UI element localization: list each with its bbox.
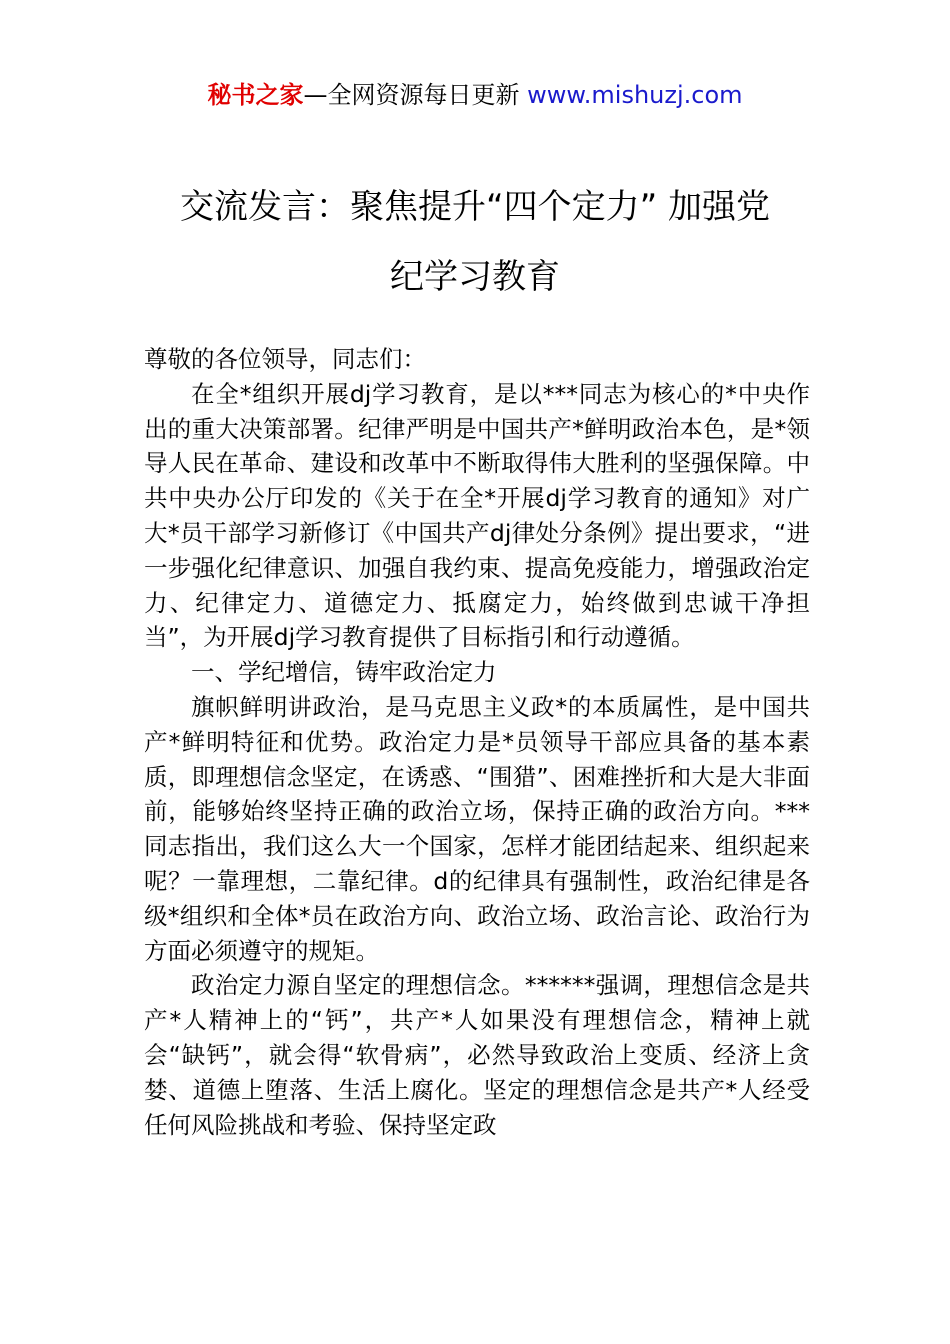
site-url-link[interactable]: www.mishuzj.com [527, 81, 743, 109]
title-line-2: 纪学习教育 [390, 257, 560, 297]
title-line-1: 交流发言：聚焦提升“四个定力” 加强党 [179, 187, 771, 227]
paragraph-1: 在全*组织开展dj学习教育，是以***同志为核心的*中央作出的重大决策部署。纪律严明是中国共产*鲜明政治本色，是*领导人民在革命、建设和改革中不断取得伟大胜利的坚强保障。中共中央办公厅印发的《关于在全*开展dj学习教育的通知》对广大*员干部学习新修订《中国共产dj律处分条例》提出要求，“进一步强化纪律意识、加强自我约束、提高免疫能力，增强政治定力、纪律定力、道德定力、抵腐定力，始终做到忠诚干净担当”，为开展dj学习教育提供了目标指引和行动遵循。 [144, 379, 810, 652]
document-title [120, 172, 830, 312]
section-heading-1: 一、学纪增信，铸牢政治定力 [191, 658, 497, 687]
header-slogan: —全网资源每日更新 [303, 81, 528, 109]
paragraph-3: 政治定力源自坚定的理想信念。******强调，理想信念是共产*人精神上的“钙”，共产*人如果没有理想信念，精神上就会“缺钙”，就会得“软骨病”，必然导致政治上变质、经济上贪婪、道德上堕落、生活上腐化。坚定的理想信念是共产*人经受任何风险挑战和考验、保持坚定政 [144, 971, 810, 1139]
paragraph-2: 旗帜鲜明讲政治，是马克思主义政*的本质属性，是中国共产*鲜明特征和优势。政治定力是*员领导干部应具备的基本素质，即理想信念坚定，在诱惑、“围猎”、困难挫折和大是大非面前，能够始终坚持正确的政治立场，保持正确的政治方向。***同志指出，我们这么大一个国家，怎样才能团结起来、组织起来呢？一靠理想，二靠纪律。d的纪律具有强制性，政治纪律是各级*组织和全体*员在政治方向、政治立场、政治言论、政治行为方面必须遵守的规矩。 [144, 692, 810, 965]
brand-name: 秘书之家 [207, 81, 304, 109]
site-header [0, 78, 950, 112]
document-body [144, 342, 810, 1142]
greeting: 尊敬的各位领导，同志们： [144, 345, 426, 373]
